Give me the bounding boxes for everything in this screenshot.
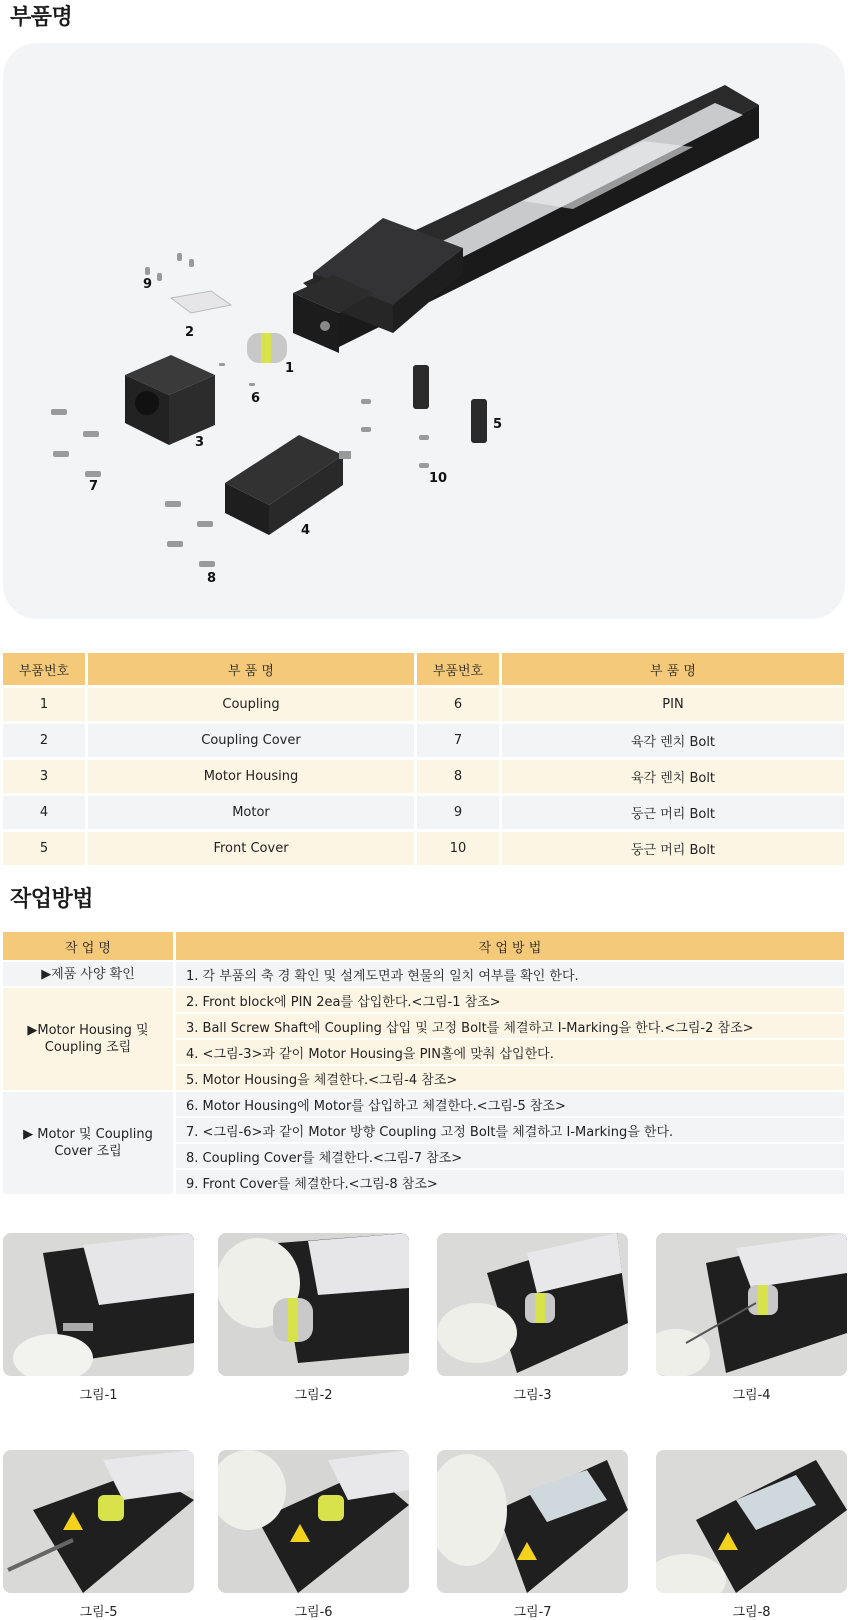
part-no: 5: [3, 832, 85, 868]
task-name: ▶ Motor 및 Coupling Cover 조립: [3, 1092, 173, 1196]
part-no: 6: [417, 688, 499, 724]
part-name: PIN: [502, 688, 844, 724]
part-no: 9: [417, 796, 499, 832]
coupling-cover-part: [171, 291, 231, 313]
callout-3: 3: [195, 435, 205, 450]
callout-9: 9: [143, 277, 153, 292]
header-part-name: 부 품 명: [502, 653, 844, 688]
figure-6-photo: [218, 1450, 409, 1593]
part-no: 1: [3, 688, 85, 724]
task-step: 1. 각 부품의 축 경 확인 및 설계도면과 현물의 일치 여부를 확인 한다.: [176, 962, 844, 988]
header-task-method: 작 업 방 법: [176, 932, 844, 962]
task-step: 8. Coupling Cover를 체결한다.<그림-7 참조>: [176, 1144, 844, 1170]
callout-6: 6: [251, 391, 261, 406]
part-no: 4: [3, 796, 85, 832]
header-part-no: 부품번호: [3, 653, 85, 688]
part-no: 2: [3, 724, 85, 760]
task-step: 4. <그림-3>과 같이 Motor Housing을 PIN홀에 맞춰 삽입한다.: [176, 1040, 844, 1066]
task-step: 7. <그림-6>과 같이 Motor 방향 Coupling 고정 Bolt를 체결하고 I-Marking을 한다.: [176, 1118, 844, 1144]
parts-table: [0, 653, 847, 868]
table-row: [3, 832, 844, 868]
part-name: Coupling: [88, 688, 414, 724]
table-row: [3, 724, 844, 760]
task-step: 9. Front Cover를 체결한다.<그림-8 참조>: [176, 1170, 844, 1196]
task-step: 5. Motor Housing을 체결한다.<그림-4 참조>: [176, 1066, 844, 1092]
method-table-header: [3, 932, 844, 962]
callout-8: 8: [207, 571, 217, 586]
part-no: 7: [417, 724, 499, 760]
figure-3-photo: [437, 1233, 628, 1376]
method-section-title: 작업방법: [10, 887, 94, 912]
part-name: 육각 렌치 Bolt: [502, 724, 844, 760]
figure-3-caption: 그림-3: [513, 1388, 552, 1403]
task-step: 3. Ball Screw Shaft에 Coupling 삽입 및 고정 Bolt를 체결하고 I-Marking을 한다.<그림-2 참조>: [176, 1014, 844, 1040]
table-row: [3, 988, 844, 1014]
callout-7: 7: [89, 479, 99, 494]
parts-table-header: [3, 653, 844, 688]
part-name: Coupling Cover: [88, 724, 414, 760]
table-row: [3, 962, 844, 988]
task-name: ▶Motor Housing 및 Coupling 조립: [3, 988, 173, 1092]
figure-8-photo: [656, 1450, 847, 1593]
figure-6-caption: 그림-6: [294, 1605, 333, 1620]
callout-2: 2: [185, 325, 195, 340]
figure-7-caption: 그림-7: [513, 1605, 552, 1620]
callout-1: 1: [285, 361, 295, 376]
part-name: 육각 렌치 Bolt: [502, 760, 844, 796]
task-name: ▶제품 사양 확인: [3, 962, 173, 988]
table-row: [3, 1092, 844, 1118]
part-no: 8: [417, 760, 499, 796]
exploded-parts-diagram: [3, 43, 845, 619]
part-name: 둥근 머리 Bolt: [502, 832, 844, 868]
table-row: [3, 760, 844, 796]
figure-4-photo: [656, 1233, 847, 1376]
header-task-name: 작 업 명: [3, 932, 173, 962]
method-table: [0, 932, 847, 1196]
part-name: Motor: [88, 796, 414, 832]
parts-section-title: 부품명: [10, 5, 73, 30]
figure-5-photo: [3, 1450, 194, 1593]
header-part-name: 부 품 명: [88, 653, 414, 688]
task-step: 2. Front block에 PIN 2ea를 삽입한다.<그림-1 참조>: [176, 988, 844, 1014]
figure-7-photo: [437, 1450, 628, 1593]
table-row: [3, 688, 844, 724]
callout-5: 5: [493, 417, 503, 432]
figure-5-caption: 그림-5: [79, 1605, 118, 1620]
part-name: Motor Housing: [88, 760, 414, 796]
part-no: 10: [417, 832, 499, 868]
table-row: [3, 796, 844, 832]
part-no: 3: [3, 760, 85, 796]
figure-8-caption: 그림-8: [732, 1605, 771, 1620]
part-name: 둥근 머리 Bolt: [502, 796, 844, 832]
task-step: 6. Motor Housing에 Motor를 삽입하고 체결한다.<그림-5 참조>: [176, 1092, 844, 1118]
callout-4: 4: [301, 523, 311, 538]
callout-10: 10: [429, 471, 448, 486]
front-cover-part: [413, 365, 429, 409]
figure-2-photo: [218, 1233, 409, 1376]
figure-1-photo: [3, 1233, 194, 1376]
figure-4-caption: 그림-4: [732, 1388, 771, 1403]
header-part-no: 부품번호: [417, 653, 499, 688]
figure-2-caption: 그림-2: [294, 1388, 333, 1403]
part-name: Front Cover: [88, 832, 414, 868]
figure-1-caption: 그림-1: [79, 1388, 118, 1403]
